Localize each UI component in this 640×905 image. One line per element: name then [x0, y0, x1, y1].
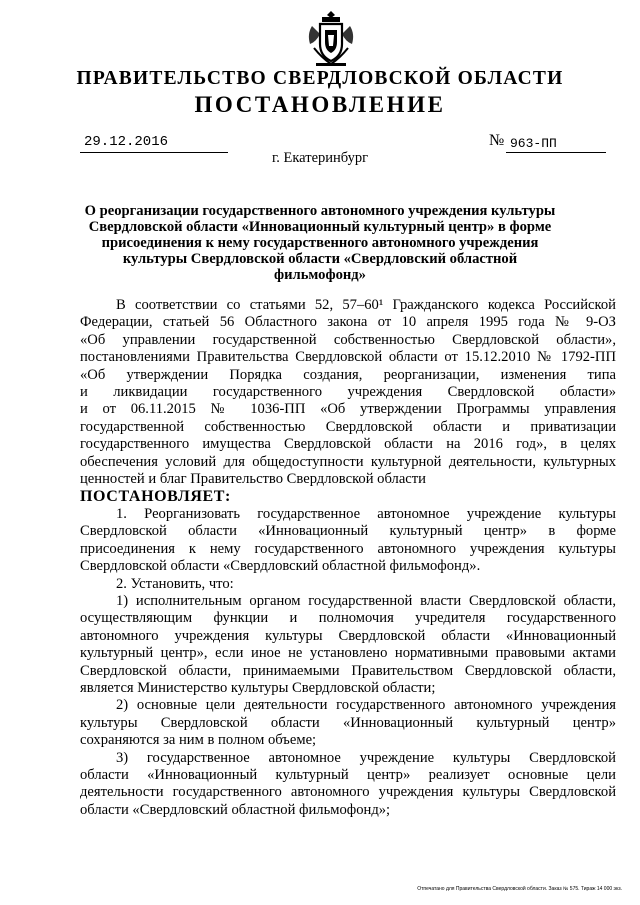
- number-sign: №: [489, 132, 505, 149]
- preamble-line: и от 06.11.2015 № 1036-ПП «Об утверждении Программы управления: [80, 401, 616, 418]
- item-1-line: Свердловской области «Свердловский областной фильмофонд».: [80, 558, 481, 575]
- subitem-1-line: является Министерство культуры Свердловской области;: [80, 679, 436, 696]
- document-date: 29.12.2016: [84, 134, 169, 150]
- preamble-line: В соответствии со статьями 52, 57–60¹ Гражданского кодекса Российской: [116, 297, 616, 313]
- preamble-line: обеспечения условий для общедоступности культурной деятельности, культурных: [80, 453, 616, 470]
- subitem-1-line: культурный центр», если иное не установлено нормативными правовыми актами: [80, 645, 616, 662]
- preamble-line: государственного имущества Свердловской области на 2016 год», в целях: [80, 436, 616, 453]
- item-1-line: 1. Реорганизовать государственное автономное учреждение культуры: [116, 505, 616, 522]
- document-type: ПОСТАНОВЛЕНИЕ: [194, 92, 446, 117]
- preamble-line: постановлениями Правительства Свердловской области от 15.12.2010 № 1792-ПП: [80, 349, 616, 366]
- item-2-line: 2. Установить, что:: [116, 575, 234, 592]
- subitem-3-line: деятельности государственного автономного учреждения культуры Свердловской: [80, 784, 616, 801]
- subitem-1-line: осуществляющим функции и полномочия учредителя государственного: [80, 610, 616, 627]
- print-footer: Отпечатано для Правительства Свердловской области. Заказ № 575. Тираж 14 000 экз.: [417, 886, 622, 892]
- subitem-2-line: культуры Свердловской области «Инновационный культурный центр»: [80, 714, 616, 731]
- item-1-line: Свердловской области «Инновационный культурный центр» в форме: [80, 523, 616, 540]
- subitem-3-line: области «Свердловский областной фильмофонд»;: [80, 801, 391, 818]
- document-number: 963-ПП: [510, 136, 557, 151]
- government-title: ПРАВИТЕЛЬСТВО СВЕРДЛОВСКОЙ ОБЛАСТИ: [76, 68, 564, 89]
- resolve-heading: ПОСТАНОВЛЯЕТ:: [80, 488, 231, 506]
- item-1-line: присоединения к нему государственного автономного учреждения культуры: [80, 540, 616, 557]
- preamble-line: ценностей и благ Правительство Свердловской области: [80, 471, 426, 488]
- subitem-2-line: 2) основные цели деятельности государственного автономного учреждения: [116, 697, 616, 714]
- preamble-line: «Об утверждении Порядка создания, реорганизации, изменения типа: [80, 366, 616, 383]
- preamble-line: Федерации, статьей 56 Областного закона от 10 апреля 1995 года № 9-ОЗ: [80, 314, 616, 331]
- preamble-line: и ликвидации государственного учреждения Свердловской области»: [80, 384, 616, 401]
- subitem-3-line: 3) государственное автономное учреждение культуры Свердловской: [116, 749, 616, 766]
- coat-of-arms-icon: [302, 8, 360, 68]
- subitem-2-line: сохраняются за ним в полном объеме;: [80, 732, 317, 749]
- city: г. Екатеринбург: [271, 150, 369, 166]
- preamble-line: государственной собственностью Свердловской области и приватизации: [80, 418, 616, 435]
- subitem-3-line: области «Инновационный культурный центр» реализует основные цели: [80, 766, 616, 783]
- resolution-title: О реорганизации государственного автономного учреждения культуры Свердловской области «Инновационный культурный центр» в форме присоединения к нему государственного автономного учреждения культуры Свердловской области «Свердловский областной фильмофонд»: [84, 203, 556, 283]
- preamble-line: «Об управлении государственной собственностью Свердловской области»,: [80, 331, 616, 348]
- subitem-1-line: 1) исполнительным органом государственной власти Свердловской области,: [116, 592, 616, 609]
- subitem-1-line: Свердловской области, принимаемыми Правительством Свердловской области,: [80, 662, 616, 679]
- document-body: [80, 297, 616, 819]
- subitem-1-line: автономного учреждения культуры Свердловской области «Инновационный: [80, 627, 616, 644]
